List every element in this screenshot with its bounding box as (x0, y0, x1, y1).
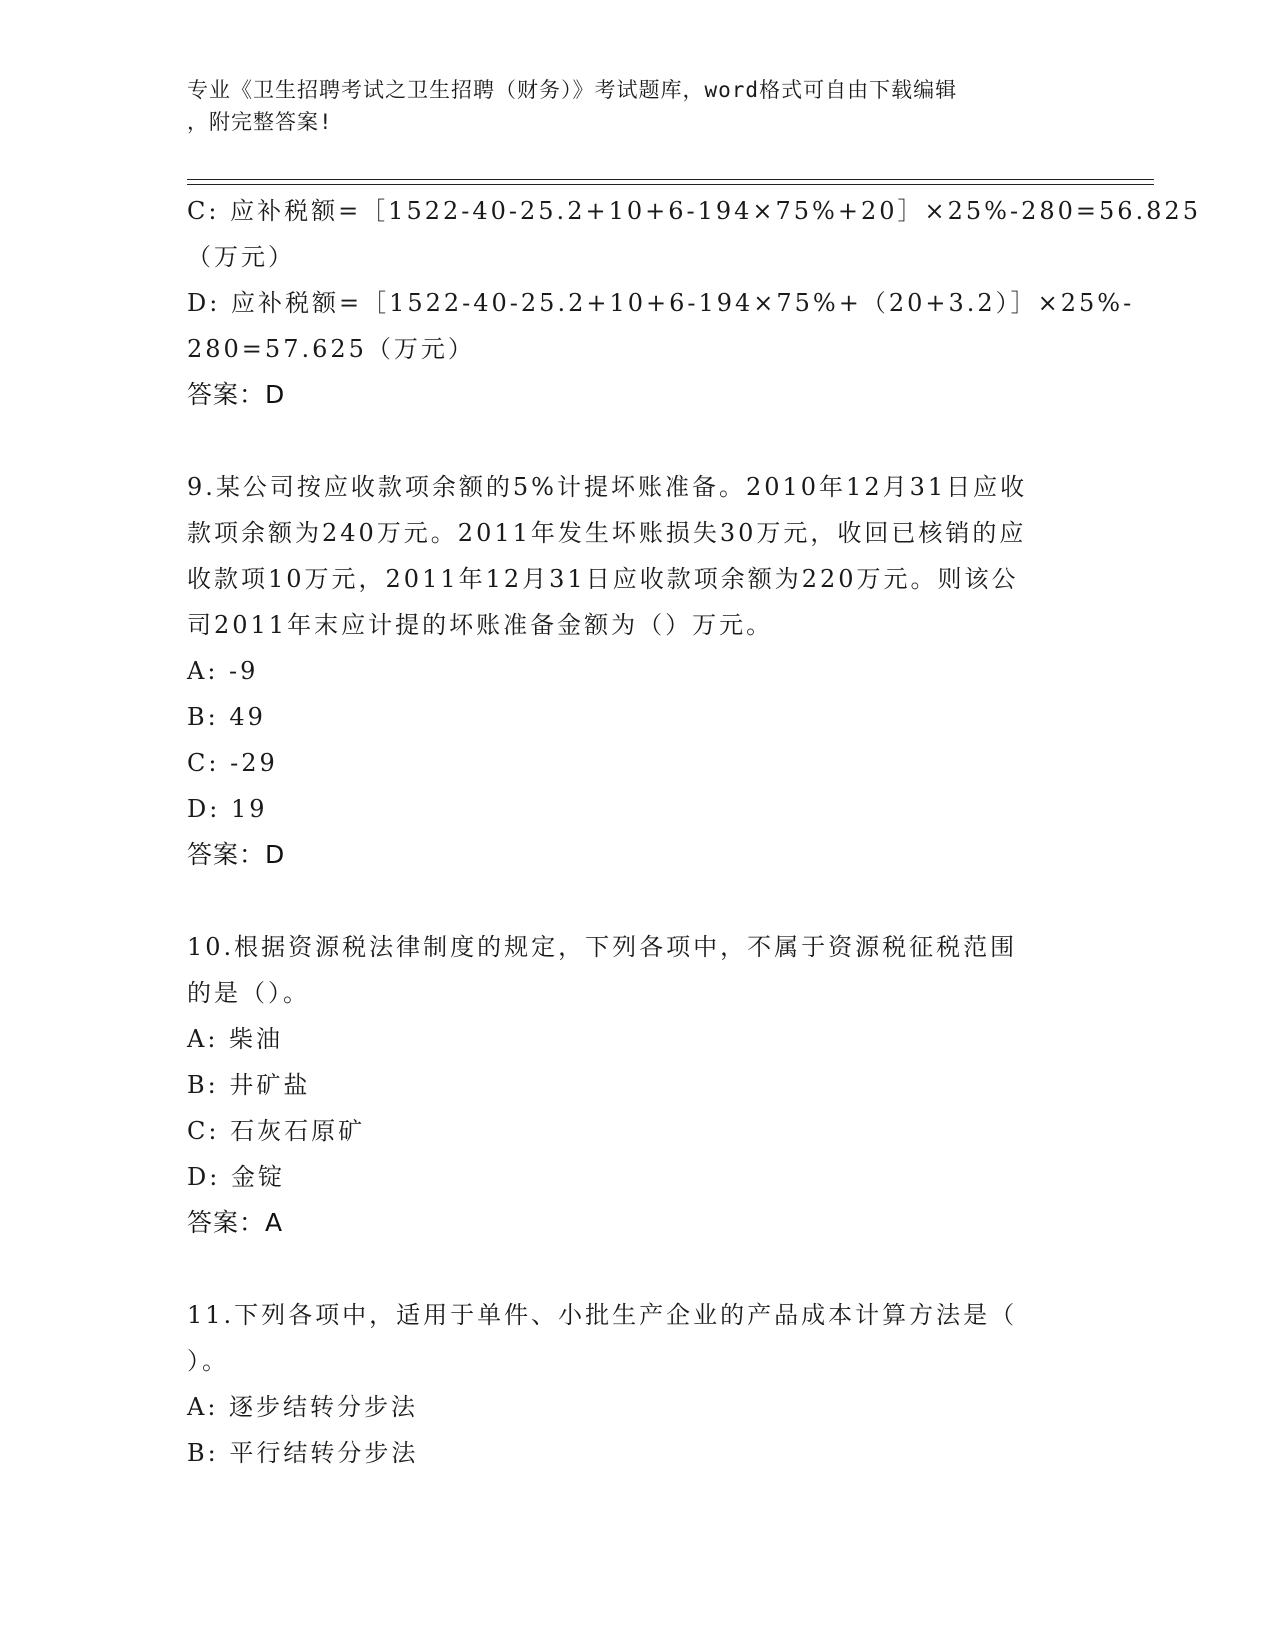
q11-stem-line-1: 11.下列各项中，适用于单件、小批生产企业的产品成本计算方法是（ (187, 1301, 1018, 1329)
q11-option-b: B: 平行结转分步法 (187, 1439, 419, 1467)
q9-stem-line-2: 款项余额为240万元。2011年发生坏账损失30万元，收回已核销的应 (187, 519, 1027, 547)
question-8-continued (187, 188, 1201, 418)
q10-answer: 答案：A (187, 1208, 284, 1237)
q8-answer: 答案：D (187, 380, 286, 409)
q10-option-a: A: 柴油 (187, 1025, 284, 1053)
q9-stem-line-1: 9.某公司按应收款项余额的5%计提坏账准备。2010年12月31日应收 (187, 473, 1028, 501)
q9-stem-line-3: 收款项10万元，2011年12月31日应收款项余额为220万元。则该公 (187, 565, 1019, 593)
q10-option-b: B: 井矿盐 (187, 1071, 311, 1099)
q8-option-d-line-2: 280=57.625（万元） (187, 335, 475, 363)
q8-option-c-line-1: C: 应补税额=［1522-40-25.2+10+6-194×75%+20］×25%-280=56.825 (187, 197, 1201, 225)
q9-option-d: D: 19 (187, 795, 268, 823)
spacer (187, 878, 1087, 924)
q11-option-a: A: 逐步结转分步法 (187, 1393, 419, 1421)
q9-option-a: A: -9 (187, 657, 259, 685)
q10-option-d: D: 金锭 (187, 1163, 285, 1191)
spacer (187, 1246, 1087, 1292)
q9-answer: 答案：D (187, 840, 286, 869)
header-divider-bottom (187, 184, 1154, 185)
question-11 (187, 1292, 1087, 1476)
q11-stem-line-2: ）。 (187, 1347, 229, 1375)
q10-stem-line-2: 的是（）。 (187, 979, 310, 1007)
document-body (187, 188, 1201, 1476)
q8-option-d-line-1: D: 应补税额=［1522-40-25.2+10+6-194×75%+（20+3.2）］×25%- (187, 289, 1135, 317)
spacer (187, 418, 1087, 464)
q8-option-c-line-2: （万元） (187, 243, 295, 271)
question-10 (187, 924, 1087, 1246)
question-9 (187, 464, 1087, 878)
document-header (187, 74, 1067, 138)
q9-option-b: B: 49 (187, 703, 266, 731)
header-line-2: ，附完整答案! (187, 110, 333, 134)
header-line-1: 专业《卫生招聘考试之卫生招聘（财务）》考试题库，word格式可自由下载编辑 (187, 78, 958, 102)
q9-stem-line-4: 司2011年末应计提的坏账准备金额为（）万元。 (187, 611, 774, 639)
q9-option-c: C: -29 (187, 749, 278, 777)
q10-stem-line-1: 10.根据资源税法律制度的规定，下列各项中，不属于资源税征税范围 (187, 933, 1018, 961)
q10-option-c: C: 石灰石原矿 (187, 1117, 366, 1145)
header-divider-top (187, 179, 1154, 180)
